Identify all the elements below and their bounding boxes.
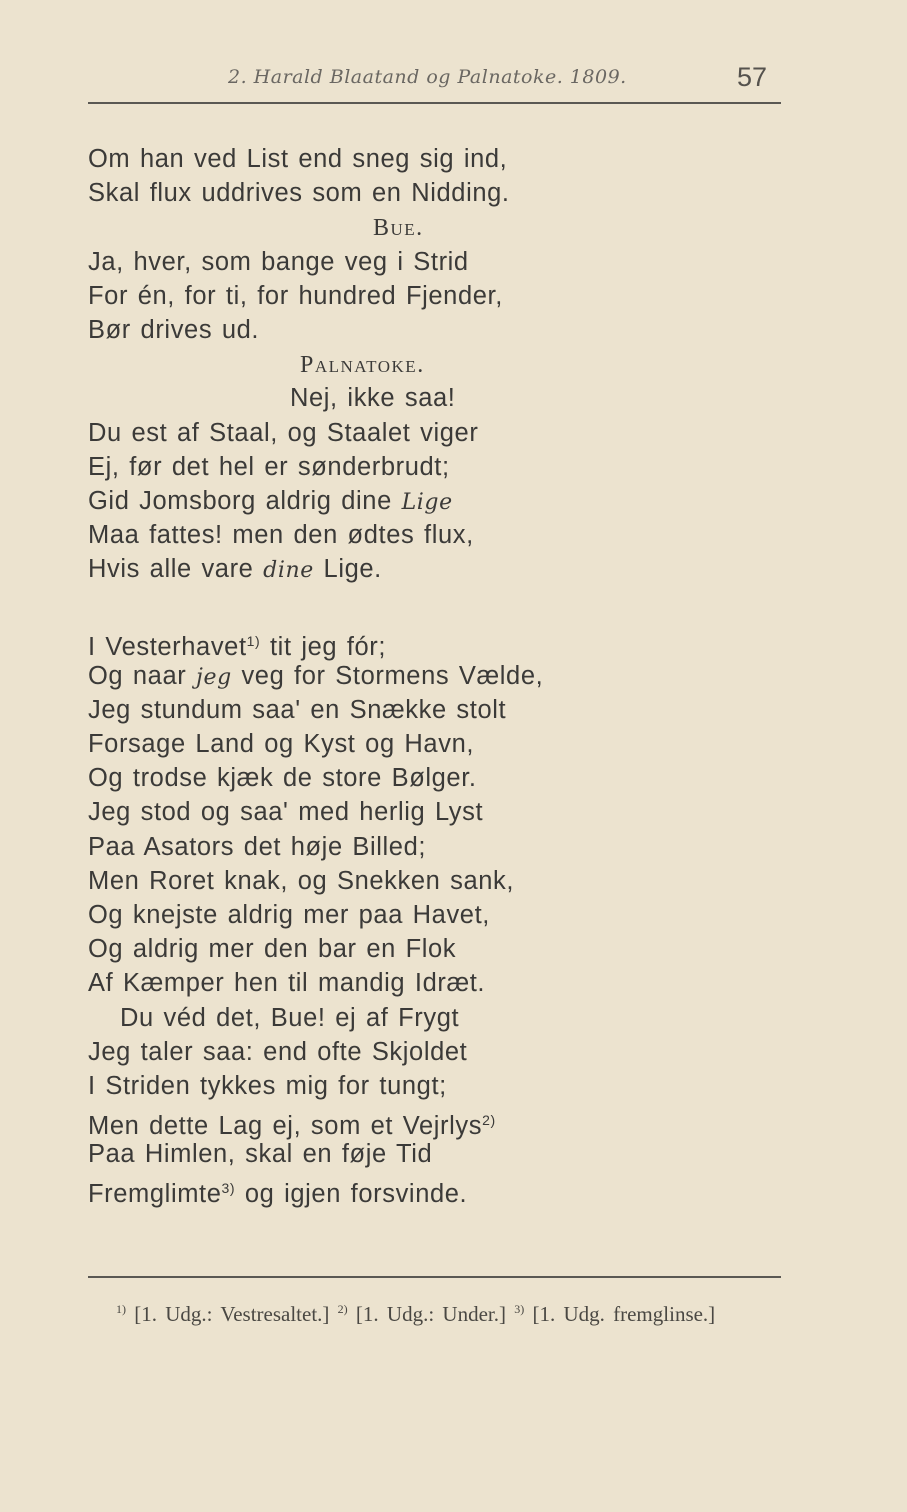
- line-text: I Vesterhavet: [88, 633, 247, 662]
- verse-line: [88, 381, 543, 415]
- line-text: Bue.: [373, 215, 424, 242]
- footnote-ref: 2): [482, 1112, 496, 1129]
- line-text: Men dette Lag ej, som et Vejrlys: [88, 1112, 483, 1141]
- header-rule: [88, 102, 781, 104]
- verse-line: [88, 624, 543, 662]
- running-title: 2. Harald Blaatand og Palnatoke. 1809.: [228, 66, 627, 88]
- footnote-mark: 2): [337, 1302, 348, 1316]
- line-text: Fremglimte: [88, 1180, 222, 1209]
- line-text: Paa Asators det høje Billed;: [88, 832, 427, 861]
- footnotes: [88, 1293, 788, 1331]
- line-text: Du véd det, Bue! ej af Frygt: [120, 1003, 460, 1032]
- verse-line: [88, 830, 543, 864]
- footnote-rule: [88, 1276, 781, 1278]
- verse-line: [88, 659, 543, 693]
- line-text: Jeg taler saa: end ofte Skjoldet: [88, 1037, 468, 1066]
- italic-emphasis: Lige: [401, 489, 453, 515]
- verse-line: [88, 1137, 543, 1171]
- footnote-mark: 1): [116, 1302, 126, 1316]
- verse-line: [88, 484, 543, 518]
- line-text-end: og igjen forsvinde.: [235, 1180, 468, 1209]
- stanza-gap: [88, 586, 543, 624]
- line-text: Og aldrig mer den bar en Flok: [88, 935, 457, 964]
- line-text-end: Lige.: [313, 555, 382, 584]
- poem-text: [88, 142, 544, 1209]
- line-text: Men Roret knak, og Snekken sank,: [88, 866, 515, 895]
- line-text: For én, for ti, for hundred Fjender,: [88, 281, 503, 310]
- footnote-ref: 3): [221, 1180, 236, 1197]
- italic-emphasis: jeg: [196, 664, 232, 690]
- footnote-mark: 3): [514, 1302, 525, 1316]
- line-text: Paa Himlen, skal en føje Tid: [88, 1140, 433, 1169]
- line-text: Du est af Staal, og Staalet viger: [88, 418, 479, 447]
- line-text: Nej, ikke saa!: [290, 384, 456, 413]
- verse-line: [88, 1035, 543, 1069]
- verse-line: [88, 1069, 543, 1103]
- verse-line: [88, 176, 543, 210]
- verse-line: [88, 795, 543, 829]
- line-text: Gid Jomsborg aldrig dine: [88, 486, 402, 515]
- line-text: Hvis alle vare: [88, 555, 264, 584]
- verse-line: [88, 1001, 543, 1035]
- verse-line: [88, 727, 543, 761]
- footnote-text: [1. Udg.: Vestresaltet.]: [126, 1302, 338, 1326]
- verse-line: [88, 416, 543, 450]
- verse-line: [88, 142, 543, 176]
- verse-line: [88, 864, 543, 898]
- verse-line: [88, 313, 543, 347]
- verse-line: [88, 1171, 543, 1209]
- footnote-text: [1. Udg. fremglinse.]: [524, 1302, 716, 1326]
- verse-line: [88, 761, 543, 795]
- line-text: Og knejste aldrig mer paa Havet,: [88, 900, 490, 929]
- verse-line: [88, 552, 543, 586]
- line-text: Jeg stundum saa' en Snække stolt: [88, 695, 507, 724]
- speaker-name: [88, 210, 543, 244]
- line-text: Og trodse kjæk de store Bølger.: [88, 764, 477, 793]
- verse-line: [88, 450, 543, 484]
- verse-line: [88, 693, 543, 727]
- line-text: I Striden tykkes mig for tungt;: [88, 1071, 447, 1100]
- verse-line: [88, 1103, 543, 1141]
- line-text: Og naar: [88, 661, 197, 690]
- verse-line: [88, 932, 543, 966]
- line-text: Maa fattes! men den ødtes flux,: [88, 521, 474, 550]
- footnote-text: [1. Udg.: Under.]: [347, 1302, 515, 1326]
- line-text: Om han ved List end sneg sig ind,: [88, 145, 508, 173]
- running-header: [88, 62, 781, 102]
- line-text: Bør drives ud.: [88, 315, 260, 344]
- line-text: Af Kæmper hen til mandig Idræt.: [88, 969, 486, 998]
- verse-line: [88, 898, 543, 932]
- line-text: Forsage Land og Kyst og Havn,: [88, 730, 475, 758]
- line-text: Ja, hver, som bange veg i Strid: [88, 247, 469, 276]
- footnote-ref: 1): [246, 633, 261, 650]
- line-text: Jeg stod og saa' med herlig Lyst: [88, 798, 484, 827]
- speaker-name: [88, 347, 543, 381]
- line-text: Palnatoke.: [300, 352, 425, 379]
- verse-line: [88, 966, 543, 1000]
- line-text: Skal flux uddrives som en Nidding.: [88, 179, 510, 208]
- line-text-end: tit jeg fór;: [260, 633, 387, 662]
- page-number: 57: [736, 62, 767, 92]
- verse-line: [88, 245, 543, 279]
- line-text: Ej, før det hel er sønderbrudt;: [88, 452, 450, 481]
- italic-emphasis: dine: [263, 558, 314, 584]
- verse-line: [88, 518, 543, 552]
- verse-line: [88, 279, 543, 313]
- footnote-paragraph: [88, 1293, 788, 1331]
- line-text-end: veg for Stormens Vælde,: [231, 661, 544, 690]
